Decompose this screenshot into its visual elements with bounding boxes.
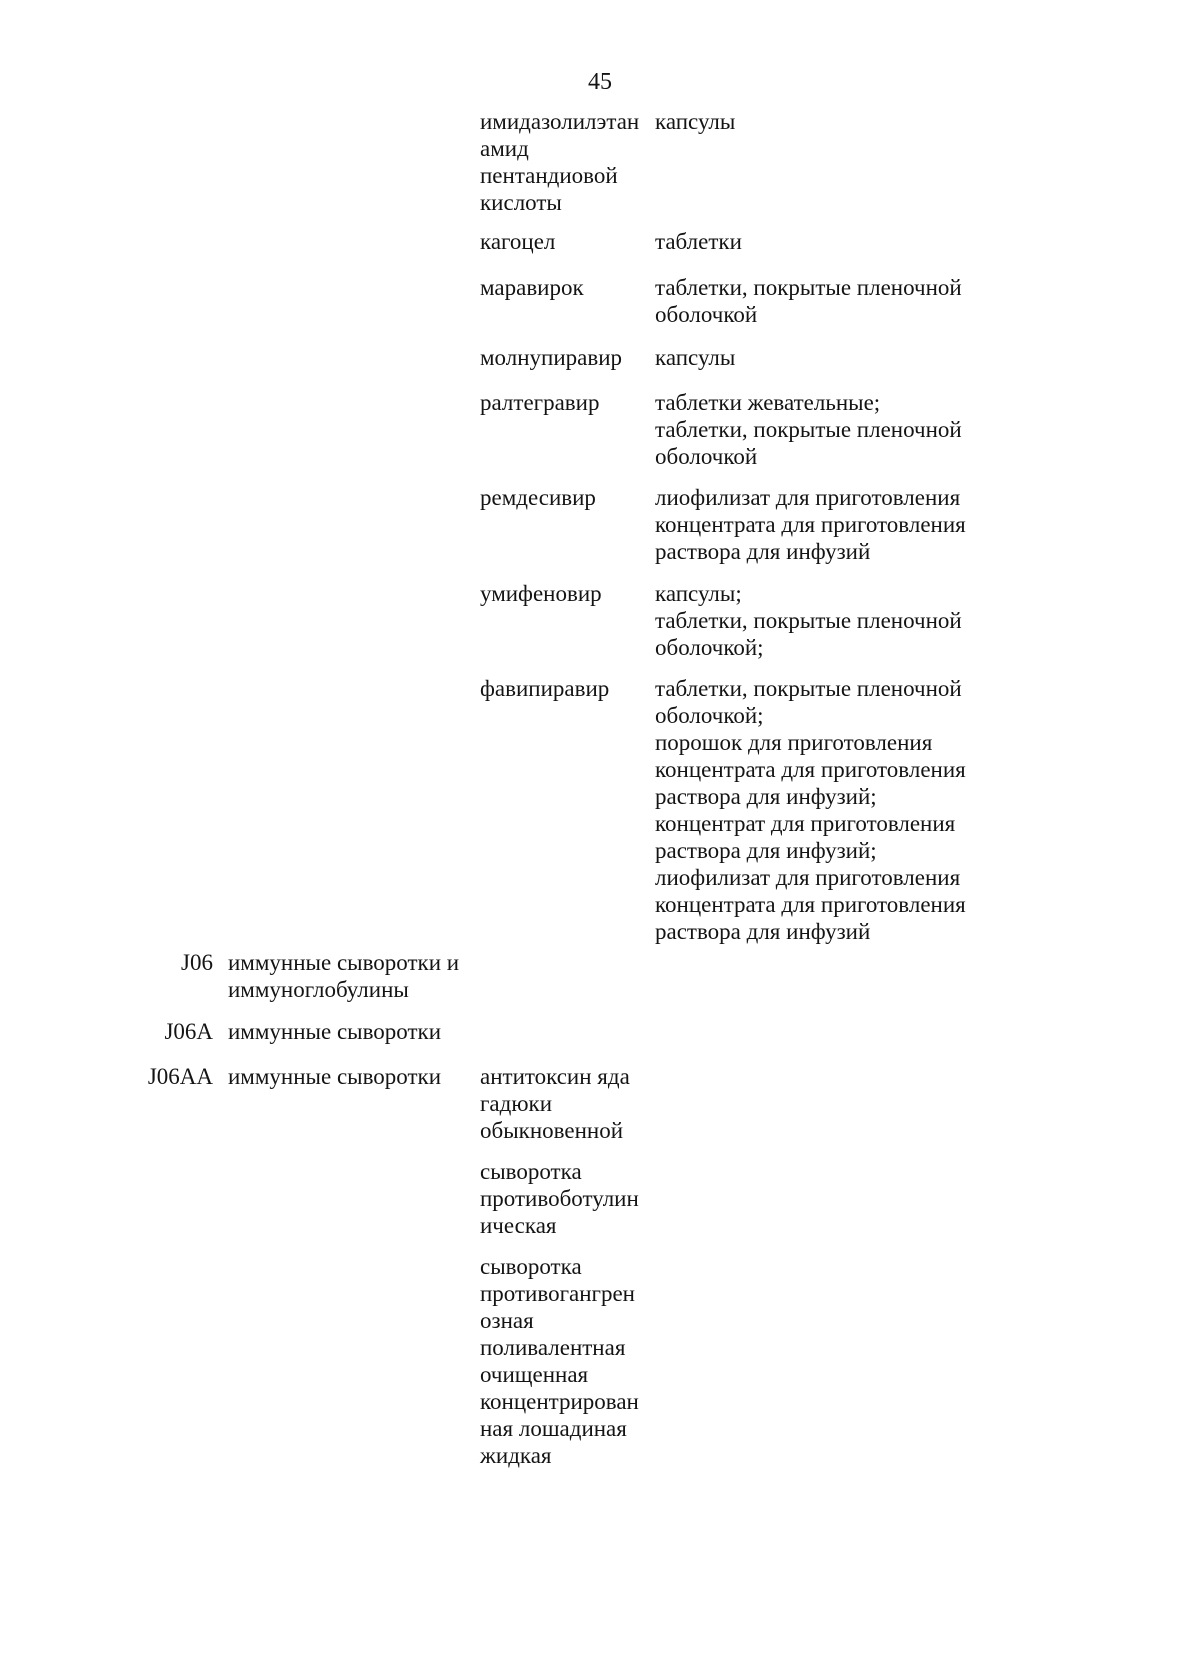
dosage-forms-line: концентрата для приготовления — [655, 512, 966, 537]
group-name-line: иммунные сыворотки и — [228, 950, 460, 975]
drug-name-line: маравирок — [480, 275, 584, 300]
group-name-line: иммунные сыворотки — [228, 1064, 442, 1089]
drug-name-line: противогангрен — [480, 1281, 635, 1306]
drug-name-line: ическая — [480, 1213, 557, 1238]
drug-name-line: пентандиовой — [480, 163, 618, 188]
dosage-forms-line: оболочкой — [655, 302, 758, 327]
dosage-forms-line: лиофилизат для приготовления — [655, 485, 961, 510]
dosage-forms-line: оболочкой; — [655, 703, 764, 728]
dosage-forms-line: капсулы; — [655, 581, 742, 606]
dosage-forms-line: таблетки, покрытые пленочной — [655, 417, 962, 442]
drug-name-line: ная лошадиная — [480, 1416, 627, 1441]
drug-name-line: кислоты — [480, 190, 562, 215]
drug-name-line: очищенная — [480, 1362, 589, 1387]
drug-name-line: ралтегравир — [480, 390, 600, 415]
dosage-forms — [655, 274, 995, 328]
dosage-forms-line: раствора для инфузий — [655, 919, 871, 944]
dosage-forms-line: раствора для инфузий; — [655, 838, 877, 863]
drug-name — [480, 274, 650, 301]
dosage-forms-line: таблетки жевательные; — [655, 390, 881, 415]
drug-name — [480, 344, 650, 371]
drug-name — [480, 1158, 650, 1239]
atc-code: J06A — [164, 1019, 213, 1044]
drug-name-line: концентрирован — [480, 1389, 639, 1414]
dosage-forms — [655, 228, 995, 255]
dosage-forms — [655, 484, 995, 565]
group-name-line: иммуноглобулины — [228, 977, 409, 1002]
drug-name-line: молнупиравир — [480, 345, 623, 370]
drug-name — [480, 108, 650, 216]
dosage-forms-line: оболочкой — [655, 444, 758, 469]
drug-name — [480, 389, 650, 416]
group-name-line: иммунные сыворотки — [228, 1019, 442, 1044]
dosage-forms-line: таблетки, покрытые пленочной — [655, 275, 962, 300]
drug-name — [480, 1253, 650, 1469]
drug-name-line: сыворотка — [480, 1254, 582, 1279]
dosage-forms-line: капсулы — [655, 109, 736, 134]
drug-name-line: сыворотка — [480, 1159, 582, 1184]
dosage-forms — [655, 344, 995, 371]
drug-name — [480, 580, 650, 607]
atc-code: J06 — [181, 950, 213, 975]
drug-name-line: кагоцел — [480, 229, 556, 254]
group-name — [228, 1018, 468, 1045]
drug-name — [480, 675, 650, 702]
dosage-forms-line: концентрата для приготовления — [655, 757, 966, 782]
drug-name-line: антитоксин яда — [480, 1064, 630, 1089]
drug-name-line: амид — [480, 136, 529, 161]
drug-name-line: умифеновир — [480, 581, 602, 606]
dosage-forms — [655, 580, 995, 661]
drug-name-line: ремдесивир — [480, 485, 596, 510]
group-name — [228, 1063, 468, 1090]
dosage-forms — [655, 389, 995, 470]
dosage-forms — [655, 108, 995, 135]
drug-name-line: озная — [480, 1308, 534, 1333]
dosage-forms — [655, 675, 995, 945]
page-number: 45 — [588, 69, 612, 95]
dosage-forms-line: раствора для инфузий — [655, 539, 871, 564]
dosage-forms-line: оболочкой; — [655, 635, 764, 660]
drug-name-line: имидазолилэтан — [480, 109, 640, 134]
dosage-forms-line: таблетки — [655, 229, 742, 254]
drug-name-line: поливалентная — [480, 1335, 626, 1360]
atc-code: J06AA — [147, 1064, 213, 1089]
drug-name — [480, 1063, 650, 1144]
drug-name-line: фавипиравир — [480, 676, 610, 701]
dosage-forms-line: таблетки, покрытые пленочной — [655, 608, 962, 633]
dosage-forms-line: порошок для приготовления — [655, 730, 933, 755]
drug-name-line: противоботулин — [480, 1186, 639, 1211]
dosage-forms-line: концентрат для приготовления — [655, 811, 956, 836]
dosage-forms-line: раствора для инфузий; — [655, 784, 877, 809]
dosage-forms-line: капсулы — [655, 345, 736, 370]
drug-name-line: гадюки — [480, 1091, 553, 1116]
drug-name — [480, 484, 650, 511]
dosage-forms-line: таблетки, покрытые пленочной — [655, 676, 962, 701]
group-name — [228, 949, 468, 1003]
drug-name-line: жидкая — [480, 1443, 552, 1468]
dosage-forms-line: лиофилизат для приготовления — [655, 865, 961, 890]
drug-name-line: обыкновенной — [480, 1118, 623, 1143]
dosage-forms-line: концентрата для приготовления — [655, 892, 966, 917]
drug-name — [480, 228, 650, 255]
